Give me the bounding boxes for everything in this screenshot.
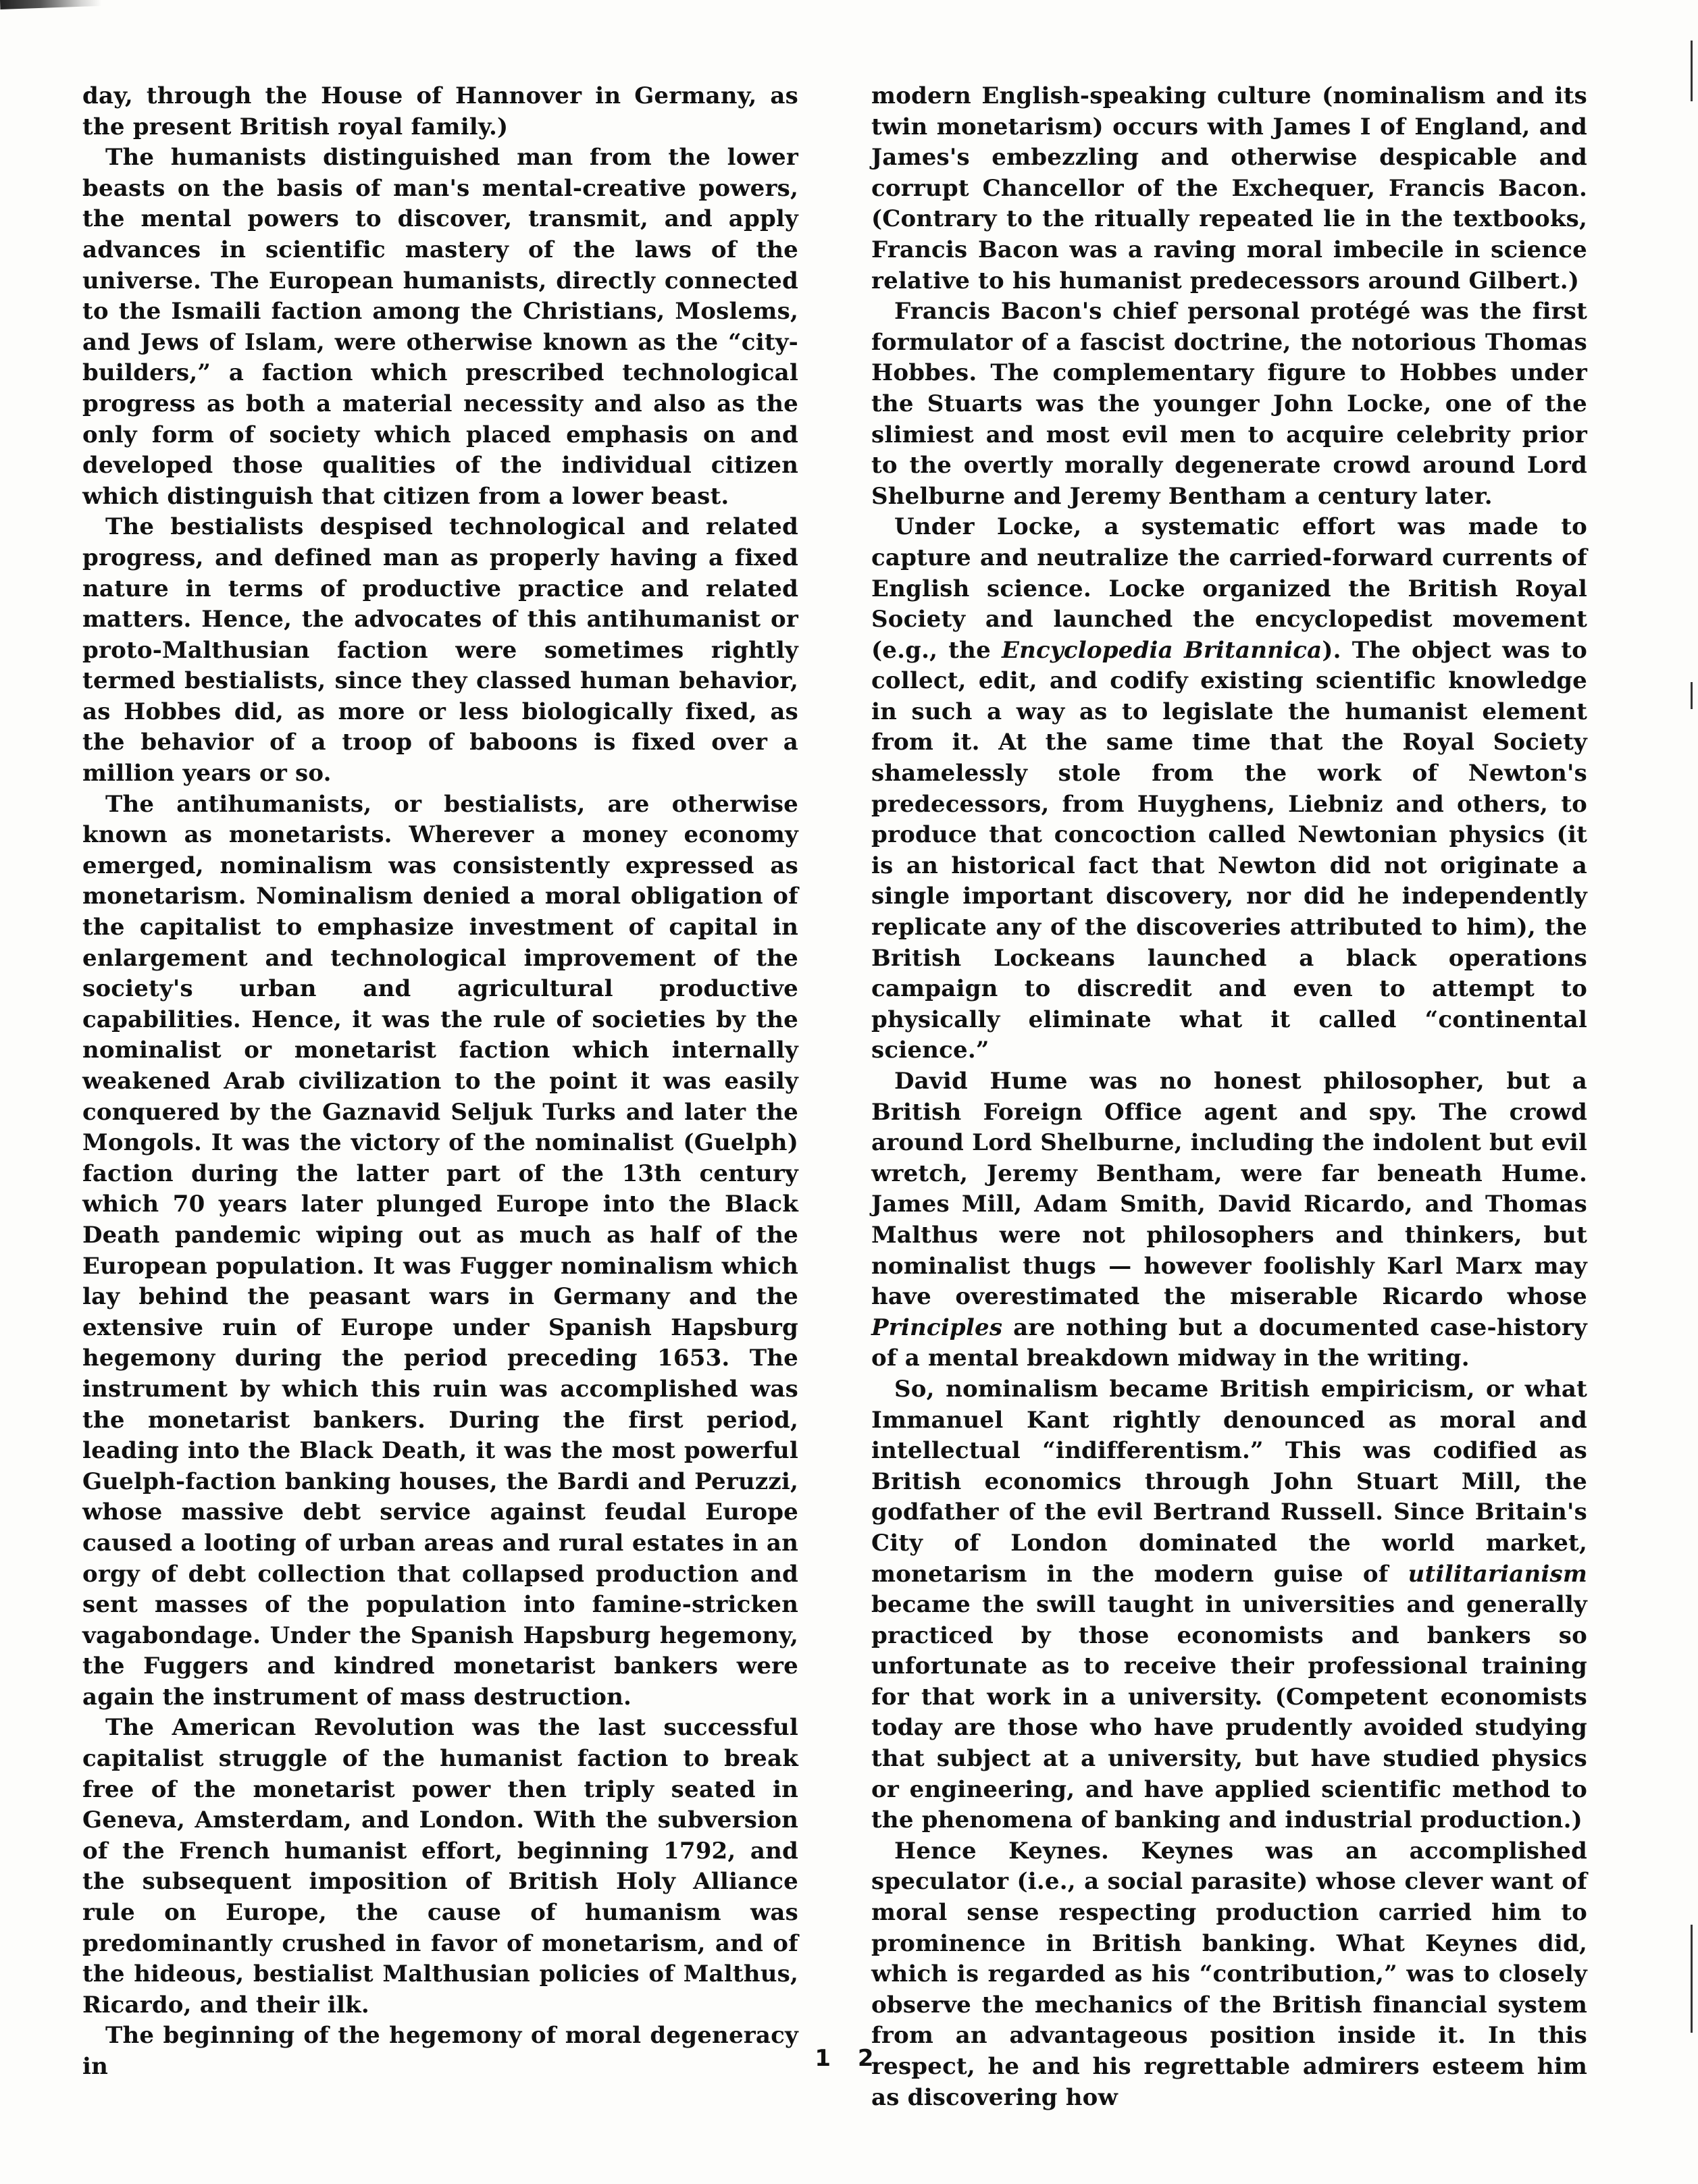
paragraph: modern English-speaking culture (nominalism and its twin monetarism) occurs with James I of England, and James's embezzling and otherwise despicable and corrupt Chancellor of the Exchequer, Francis Bacon. (Contrary to the ritually repeated lie in the textbooks, Francis Bacon was a raving moral imbecile in science relative to his humanist predecessors around Gilbert.) <box>871 82 1587 294</box>
italic-term: utilitarianism <box>1408 1560 1587 1588</box>
paragraph: The antihumanists, or bestialists, are otherwise known as monetarists. Wherever a money economy emerged, nominalism was consistently expressed as monetarism. Nominalism denied a moral obligation of the capitalist to emphasize investment of capital in enlargement and technological improvement of the society's urban and agricultural productive capabilities. Hence, it was the rule of societies by the nominalist or monetarist faction which internally weakened Arab civilization to the point it was easily conquered by the Gaznavid Seljuk Turks and later the Mongols. It was the victory of the nominalist (Guelph) faction during the latter part of the 13th century which 70 years later plunged Europe into the Black Death pandemic wiping out as much as half of the European population. It was Fugger nominalism which lay behind the peasant wars in Germany and the extensive ruin of Europe under Spanish Hapsburg hegemony during the period preceding 1653. The instrument by which this ruin was accomplished was the monetarist bankers. During the first period, leading into the Black Death, it was the most powerful Guelph-faction banking houses, the Bardi and Peruzzi, whose massive debt service against feudal Europe caused a looting of urban areas and rural estates in an orgy of debt collection that collapsed production and sent masses of the population into famine-stricken vagabondage. Under the Spanish Hapsburg hegemony, the Fuggers and kindred monetarist bankers were again the instrument of mass destruction. <box>82 790 798 1711</box>
paragraph <box>871 1374 1587 1836</box>
paragraph: The American Revolution was the last successful capitalist struggle of the humanist faction to break free of the monetarist power then triply seated in Geneva, Amsterdam, and London. With the subversion of the French humanist effort, beginning 1792, and the subsequent imposition of British Holy Alliance rule on Europe, the cause of humanism was predominantly crushed in favor of monetarism, and of the hideous, bestialist Malthusian policies of Malthus, Ricardo, and their ilk. <box>82 1714 798 2019</box>
scan-edge-mark <box>1691 1925 1693 2033</box>
scan-artifact <box>0 0 101 9</box>
scan-edge-mark <box>1691 41 1693 101</box>
paragraph: Hence Keynes. Keynes was an accomplished speculator (i.e., a social parasite) whose clever want of moral sense respecting production carried him to prominence in British banking. What Keynes did, which is regarded as his “contribution,” was to closely observe the mechanics of the British financial system from an advantageous position inside it. In this respect, he and his regrettable admirers esteem him as discovering how <box>871 1837 1587 2111</box>
paragraph: The beginning of the hegemony of moral degeneracy in <box>82 2022 798 2080</box>
page-number: 1 2 <box>815 2045 883 2072</box>
paragraph: The humanists distinguished man from the lower beasts on the basis of man's mental-creative powers, the mental powers to discover, transmit, and apply advances in scientific mastery of the laws of the universe. The European humanists, directly connected to the Ismaili faction among the Christians, Moslems, and Jews of Islam, were otherwise known as the “city-builders,” a faction which prescribed technological progress as both a material necessity and also as the only form of society which placed emphasis on and developed those qualities of the individual citizen which distinguish that citizen from a lower beast. <box>82 144 798 510</box>
paragraph: day, through the House of Hannover in Germany, as the present British royal family.) <box>82 82 798 140</box>
text-run: ). The object was to collect, edit, and codify existing scientific knowledge in such a way as to legislate the humanist element from it. At the same time that the Royal Society shamelessly stole from the work of Newton's predecessors, from Huyghens, Liebniz and others, to produce that concoction called Newtonian physics (it is an historical fact that Newton did not originate a single important discovery, nor did he independently replicate any of the discoveries attributed to him), the British Lockeans launched a black operations campaign to discredit and even to attempt to physically eliminate what it called “continental science.” <box>871 636 1587 1064</box>
paragraph: Francis Bacon's chief personal protégé was the first formulator of a fascist doctrine, the notorious Thomas Hobbes. The complementary figure to Hobbes under the Stuarts was the younger John Locke, one of the slimiest and most evil men to acquire celebrity prior to the overtly morally degenerate crowd around Lord Shelburne and Jeremy Bentham a century later. <box>871 298 1587 510</box>
paragraph <box>871 1066 1587 1374</box>
text-run: Under Locke, a systematic effort was made to capture and neutralize the carried-forward currents of English science. Locke organized the British Royal Society and launched the encyclopedist movement (e.g., the <box>871 513 1587 664</box>
text-run: So, nominalism became British empiricism, or what Immanuel Kant rightly denounced as moral and intellectual “indifferentism.” This was codified as British economics through John Stuart Mill, the godfather of the evil Bertrand Russell. Since Britain's City of London dominated the world market, monetarism in the modern guise of <box>871 1375 1587 1588</box>
paragraph: The bestialists despised technological and related progress, and defined man as properly having a fixed nature in terms of productive practice and related matters. Hence, the advocates of this antihumanist or proto-Malthusian faction were sometimes rightly termed bestialists, since they classed human behavior, as Hobbes did, as more or less biologically fixed, as the behavior of a troop of baboons is fixed over a million years or so. <box>82 513 798 787</box>
text-run: became the swill taught in universities and generally practiced by those economists and bankers so unfortunate as to receive their professional training for that work in a university. (Competent economists today are those who have prudently avoided studying that subject at a university, but have studied physics or engineering, and have applied scientific method to the phenomena of banking and industrial production.) <box>871 1591 1587 1834</box>
italic-title: Encyclopedia Britannica <box>1001 636 1322 664</box>
left-column <box>82 81 798 2083</box>
text-run: are nothing but a documented case-history of a mental breakdown midway in the writing. <box>871 1314 1587 1372</box>
paragraph <box>871 512 1587 1066</box>
text-run: David Hume was no honest philosopher, but a British Foreign Office agent and spy. The crowd around Lord Shelburne, including the indolent but evil wretch, Jeremy Bentham, were far beneath Hume. James Mill, Adam Smith, David Ricardo, and Thomas Malthus were not philosophers and thinkers, but nominalist thugs — however foolishly Karl Marx may have overestimated the miserable Ricardo whose <box>871 1068 1587 1311</box>
right-column <box>871 81 1587 2113</box>
italic-title: Principles <box>871 1314 1003 1341</box>
scan-edge-mark <box>1691 682 1693 709</box>
